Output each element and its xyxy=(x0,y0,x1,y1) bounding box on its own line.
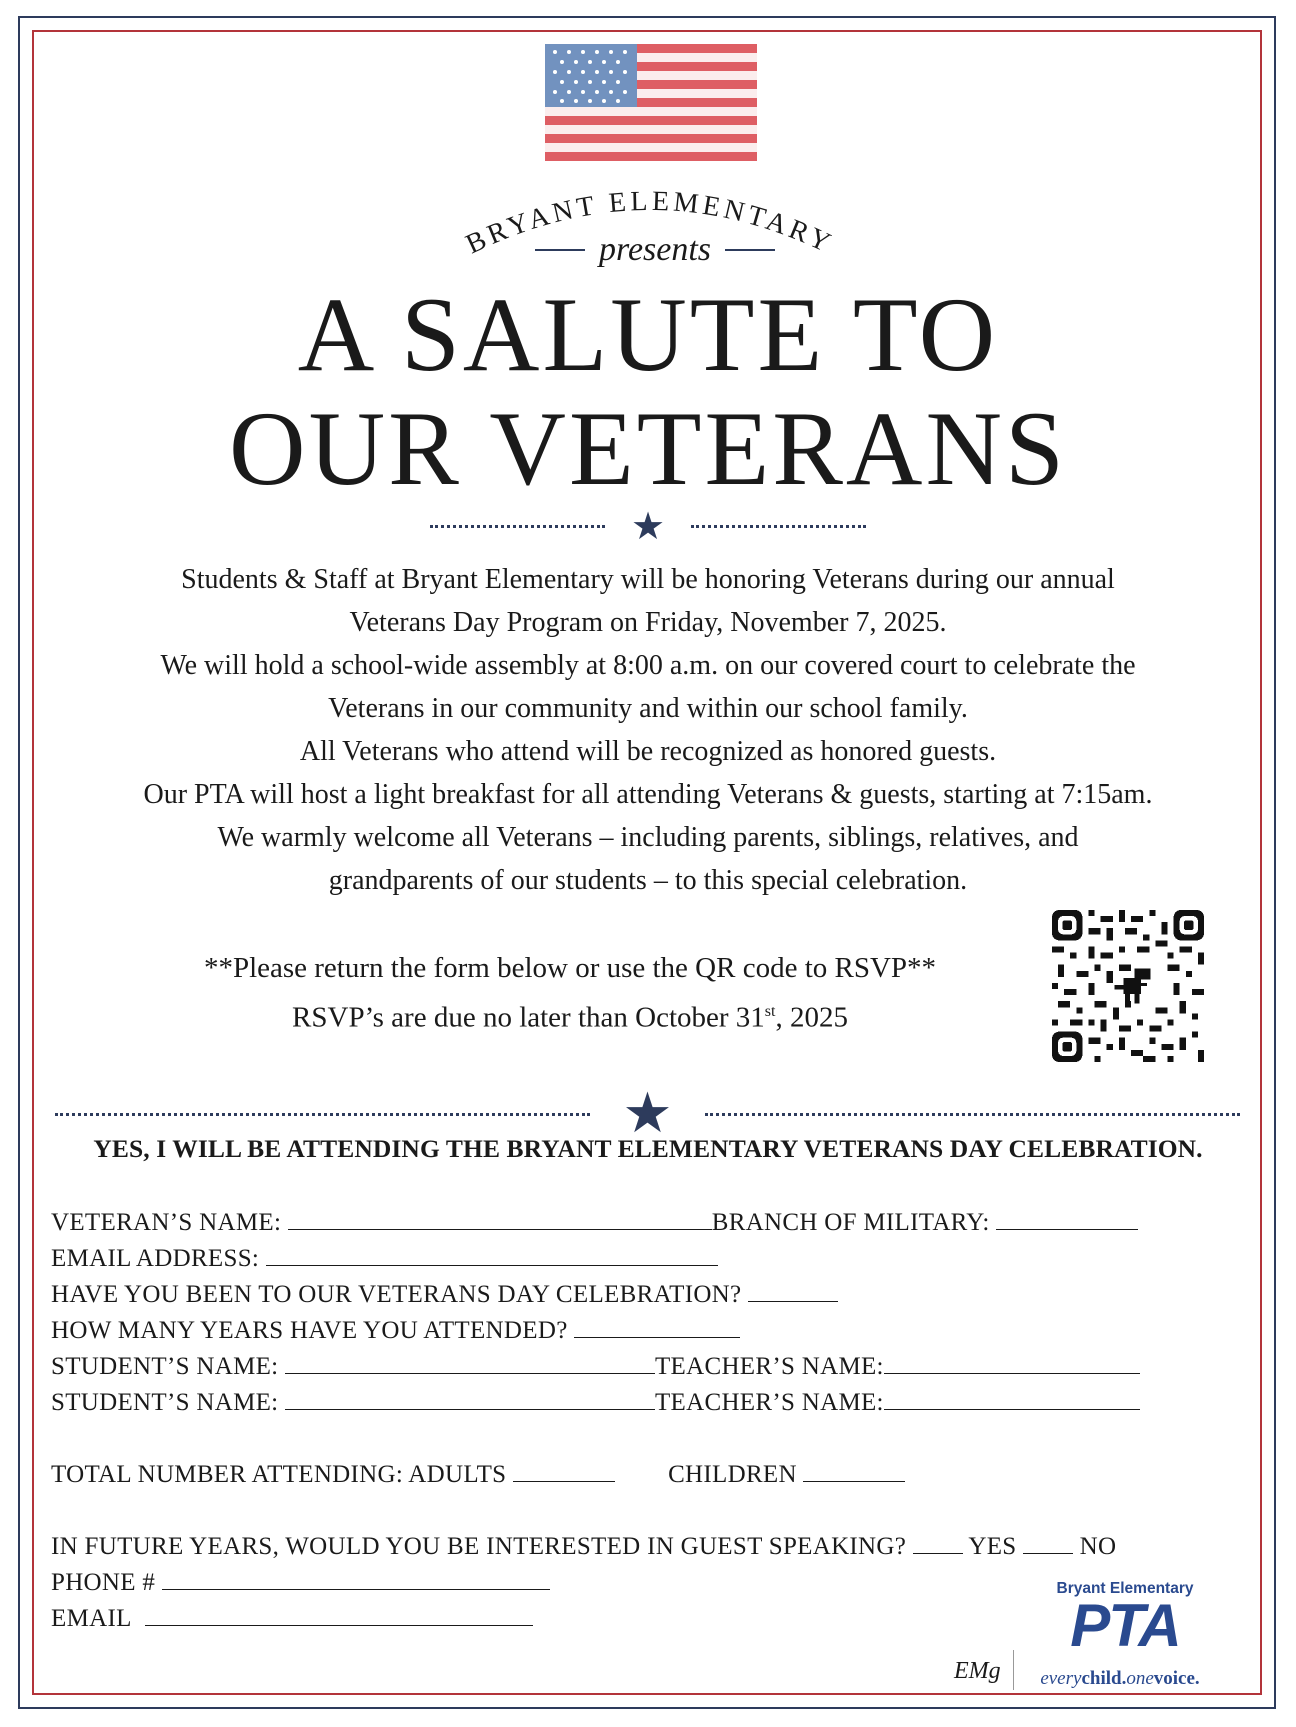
rule-left xyxy=(535,249,585,251)
form-row-been-before xyxy=(51,1277,838,1313)
years-attended-label: HOW MANY YEARS HAVE YOU ATTENDED? xyxy=(51,1317,568,1344)
logo-divider xyxy=(1013,1650,1014,1690)
adults-field[interactable] xyxy=(513,1461,615,1482)
presents-text: presents xyxy=(598,231,712,268)
body-line: Our PTA will host a light breakfast for all attending Veterans & guests, starting at 7:15am. xyxy=(143,779,1153,810)
star-divider-bottom xyxy=(55,1081,1240,1146)
student-name-field-1[interactable] xyxy=(285,1353,655,1374)
teacher-name-label: TEACHER’S NAME: xyxy=(654,1353,884,1380)
form-row-veteran xyxy=(51,1205,1138,1241)
been-before-label: HAVE YOU BEEN TO OUR VETERANS DAY CELEBRATION? xyxy=(51,1281,742,1308)
star-divider-top xyxy=(430,504,866,548)
email-field[interactable] xyxy=(145,1605,533,1626)
pta-tagline xyxy=(1020,1668,1220,1690)
children-field[interactable] xyxy=(803,1461,905,1482)
body-line: Veterans in our community and within our school family. xyxy=(328,693,968,724)
form-row-email xyxy=(51,1601,533,1637)
form-row-student-2 xyxy=(51,1385,1140,1421)
guest-no-field[interactable] xyxy=(1023,1533,1073,1554)
student-name-field-2[interactable] xyxy=(285,1389,655,1410)
body-line: grandparents of our students – to this special celebration. xyxy=(328,865,968,896)
veteran-name-label: VETERAN’S NAME: xyxy=(51,1209,282,1236)
rsvp-deadline: RSVP’s are due no later than October 31 xyxy=(292,1001,765,1034)
rsvp-line-1: **Please return the form below or use the QR code to RSVP** xyxy=(203,952,937,984)
dotted-rule xyxy=(691,525,866,528)
email-address-label: EMAIL ADDRESS: xyxy=(51,1245,260,1272)
branch-label: BRANCH OF MILITARY: xyxy=(711,1209,990,1236)
student-name-label: STUDENT’S NAME: xyxy=(51,1353,279,1380)
children-label: CHILDREN xyxy=(668,1461,797,1488)
body-line: All Veterans who attend will be recognized as honored guests. xyxy=(299,736,997,767)
teacher-name-field-1[interactable] xyxy=(884,1353,1140,1374)
teacher-name-label: TEACHER’S NAME: xyxy=(654,1389,884,1416)
body-line: Students & Staff at Bryant Elementary will be honoring Veterans during our annual xyxy=(181,564,1115,595)
form-row-student-1 xyxy=(51,1349,1140,1385)
years-attended-field[interactable] xyxy=(574,1317,740,1338)
rsvp-line-2 xyxy=(90,990,1050,1040)
pta-school-name: Bryant Elementary xyxy=(1056,1580,1194,1597)
student-name-label: STUDENT’S NAME: xyxy=(51,1389,279,1416)
email-label: EMAIL xyxy=(51,1605,131,1632)
form-row-years xyxy=(51,1313,740,1349)
title-line-1: A SALUTE TO xyxy=(297,276,999,393)
body-line: We warmly welcome all Veterans – including parents, siblings, relatives, and xyxy=(217,822,1079,853)
tagline-part: every xyxy=(1040,1668,1082,1689)
branch-field[interactable] xyxy=(996,1209,1138,1230)
tagline-part: one xyxy=(1126,1668,1154,1689)
body-line: Veterans Day Program on Friday, November 7, 2025. xyxy=(349,607,947,638)
star-icon: ★ xyxy=(622,1081,673,1146)
star-icon: ★ xyxy=(630,504,666,548)
guest-yes-field[interactable] xyxy=(913,1533,963,1554)
form-heading: YES, I WILL BE ATTENDING THE BRYANT ELEMENTARY VETERANS DAY CELEBRATION. xyxy=(93,1134,1203,1163)
guest-speaking-label: IN FUTURE YEARS, WOULD YOU BE INTERESTED IN GUEST SPEAKING? xyxy=(51,1533,907,1560)
presents-row xyxy=(520,230,790,270)
dotted-rule xyxy=(55,1113,590,1116)
form-row-total xyxy=(51,1457,905,1493)
yes-label: YES xyxy=(968,1533,1017,1560)
school-name-text: BRYANT ELEMENTARY xyxy=(461,185,839,261)
pta-logo xyxy=(1020,1578,1240,1706)
tagline-part: child. xyxy=(1081,1668,1127,1689)
been-before-field[interactable] xyxy=(748,1281,838,1302)
signature-mark xyxy=(950,1650,1010,1690)
teacher-name-field-2[interactable] xyxy=(884,1389,1140,1410)
event-description xyxy=(40,558,1256,902)
svg-text:EMg: EMg xyxy=(954,1658,1001,1684)
phone-field[interactable] xyxy=(162,1569,550,1590)
no-label: NO xyxy=(1079,1533,1117,1560)
american-flag-icon xyxy=(545,44,757,166)
form-row-email-address xyxy=(51,1241,718,1277)
email-address-field[interactable] xyxy=(266,1245,718,1266)
title-line-2: OUR VETERANS xyxy=(229,390,1067,507)
tagline-part: voice. xyxy=(1153,1668,1200,1689)
form-row-guest-speaking xyxy=(51,1529,1116,1565)
dotted-rule xyxy=(705,1113,1240,1116)
rule-right xyxy=(725,249,775,251)
form-row-phone xyxy=(51,1565,550,1601)
rsvp-instructions xyxy=(90,946,1050,1040)
rsvp-qr-code[interactable] xyxy=(1052,910,1204,1062)
rsvp-sup: st xyxy=(764,1003,776,1020)
pta-mark: PTA xyxy=(1070,1592,1180,1659)
dotted-rule xyxy=(430,525,605,528)
veteran-name-field[interactable] xyxy=(288,1209,712,1230)
rsvp-year: , 2025 xyxy=(775,1001,848,1034)
phone-label: PHONE # xyxy=(51,1569,156,1596)
total-attending-label: TOTAL NUMBER ATTENDING: ADULTS xyxy=(51,1461,507,1488)
body-line: We will hold a school-wide assembly at 8:00 a.m. on our covered court to celebrate the xyxy=(160,650,1136,681)
